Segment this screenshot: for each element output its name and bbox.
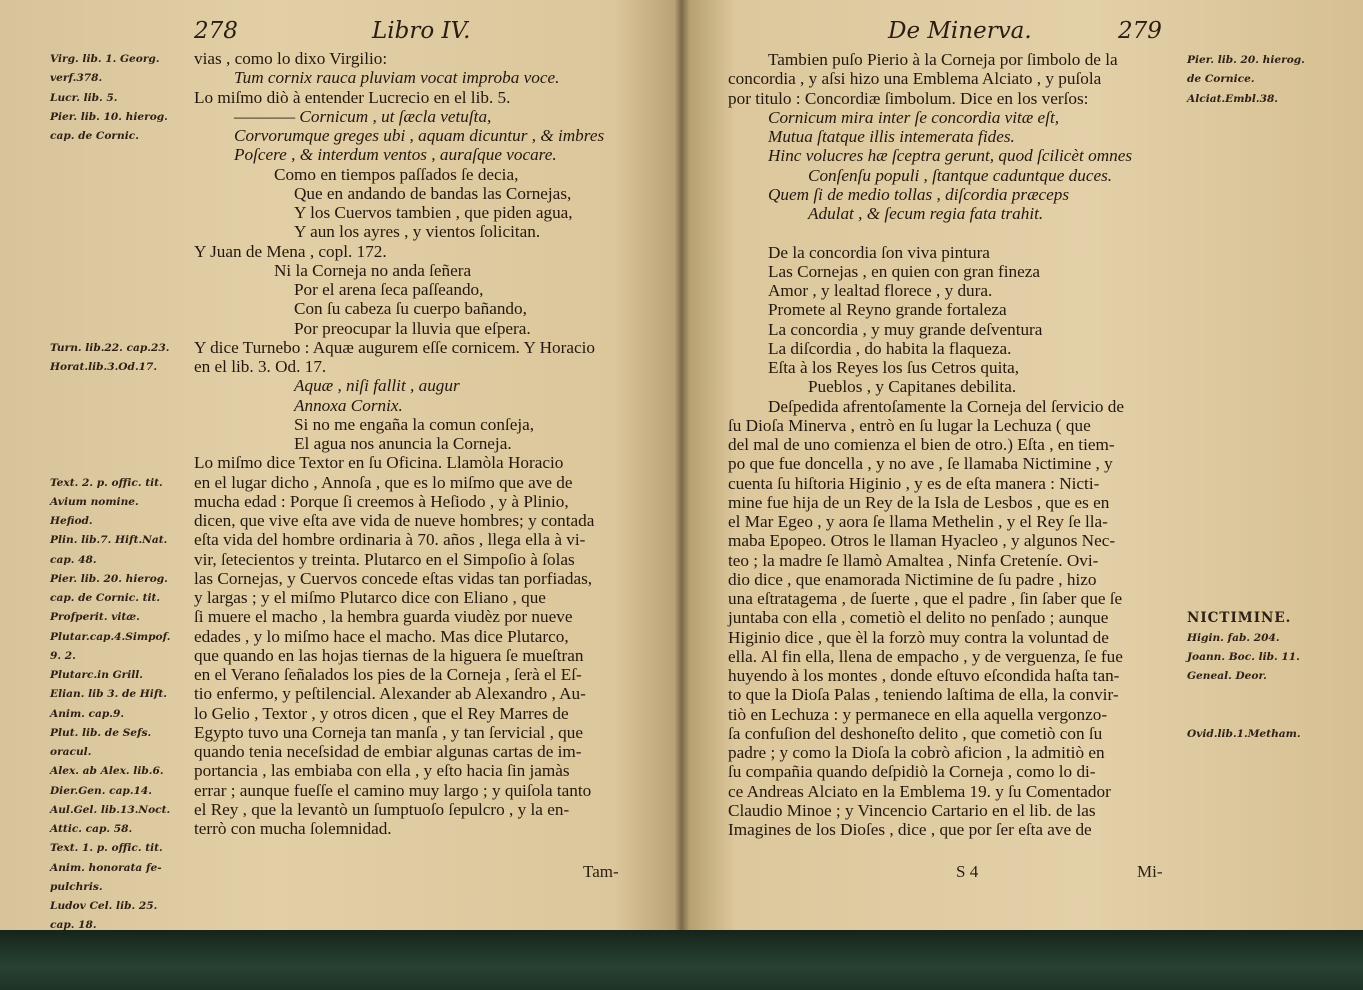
right-margin-note: NICTIMINE. (1187, 610, 1292, 627)
right-text-line: Tambien puſo Pierio à la Corneja por ſimbolo de la (768, 50, 1118, 69)
right-text-line: concordia , y aſsi hizo una Emblema Alciato , y puſola (728, 69, 1102, 89)
left-margin-note: Anim. cap.9. (50, 707, 125, 720)
right-text-line: tiò en Lechuza : y permanece en ella aquella vergonzo- (728, 704, 1108, 724)
left-margin-note: Virg. lib. 1. Georg. (50, 53, 160, 65)
left-text-line: el Rey , que la levantò un ſumptuoſo ſepulcro , y la en- (194, 799, 570, 819)
left-text-line: terrò con mucha ſolemnidad. (194, 819, 392, 838)
right-text-line: padre ; y como la Dioſa la cobrò aficion , la admitiò en (728, 743, 1105, 762)
left-margin-note: Avium nomine. (50, 495, 139, 508)
left-text-line: mucha edad : Porque ſi creemos à Heſiodo , y à Plinio, (194, 491, 569, 511)
left-margin-note: Ludov Cel. lib. 25. (50, 900, 158, 912)
left-text-line: eſta vida del hombre ordinaria à 70. años , llega ella à vi- (194, 530, 586, 550)
right-text-line: Claudio Minoe ; y Vincencio Cartario en el lib. de las (728, 800, 1096, 820)
right-text-line: Cornicum mira inter ſe concordia vitæ eſt, (768, 107, 1060, 127)
left-text-line: El agua nos anuncia la Corneja. (294, 434, 512, 453)
left-text-line: Egypto tuvo una Corneja tan manſa , y tan ſervicial , que (194, 722, 583, 742)
left-margin-note: Elian. lib 3. de Hift. (50, 688, 167, 701)
left-text-line: lo Gelio , Textor , y otros dicen , que el Rey Marres de (194, 703, 569, 723)
right-text-line: Pueblos , y Capitanes debilita. (808, 377, 1017, 397)
left-text-line: Que en andando de bandas las Cornejas, (294, 183, 572, 203)
right-margin-note: Alciat.Embl.38. (1187, 92, 1278, 105)
right-text-line: Hinc volucres hæ ſceptra gerunt, quod ſcilicèt omnes (768, 146, 1133, 166)
left-margin-note: Anim. honorata fe- (50, 861, 162, 874)
left-margin-note: Plin. lib.7. Hift.Nat. (50, 534, 168, 547)
left-margin-note: pulchris. (50, 880, 103, 893)
right-signature-mark: S 4 (956, 862, 979, 881)
right-text-line: teo ; la madre ſe llamò Amaltea , Ninfa Creteníe. Ovi- (728, 550, 1099, 570)
right-margin-note: Joann. Boc. lib. 11. (1187, 650, 1300, 663)
left-page-number: 278 (194, 18, 238, 44)
right-text-line: Mutua ſtatque illis intemerata fides. (768, 127, 1015, 146)
left-text-line: Por el arena ſeca paſſeando, (294, 280, 484, 299)
left-text-line: tio enfermo, y peſtilencial. Alexander ab Alexandro , Au- (194, 684, 586, 704)
right-text-line: ſu Dioſa Minerva , entrò en ſu lugar la Lechuza ( que (728, 415, 1091, 435)
left-text-line: Y dice Turnebo : Aquæ augurem eſſe cornicem. Y Horacio (194, 337, 595, 357)
left-margin-note: Alex. ab Alex. lib.6. (50, 765, 164, 778)
left-text-line: Lo miſmo dice Textor en ſu Oficina. Llamòla Horacio (194, 453, 564, 473)
left-margin-note: cap. de Cornic. tit. (50, 592, 161, 604)
right-text-line: Las Cornejas , en quien con gran fineza (768, 261, 1041, 281)
left-text-line: errar ; aunque fueſſe el camino muy largo ; y quiſola tanto (194, 780, 592, 800)
left-margin-note: Profperit. vitæ. (50, 611, 140, 624)
left-text-line: Como en tiempos paſſados ſe decia, (274, 164, 519, 184)
right-text-line: una eſtratagema , de ſuerte , que el padre , ſin ſaber que ſe (728, 589, 1123, 608)
left-text-line: Poſcere , & interdum ventos , auraſque vocare. (234, 145, 557, 165)
right-text-line: Deſpedida afrentoſamente la Corneja del ſervicio de (768, 396, 1125, 416)
right-catchword: Mi- (1137, 862, 1163, 881)
left-text-line: Ni la Corneja no anda ſeñera (274, 260, 472, 280)
left-text-line: vir, ſetecientos y treinta. Plutarco en el Simpoſio à ſolas (194, 549, 575, 569)
left-margin-note: Plutarc.in Grill. (50, 669, 143, 681)
right-text-line: Imagines de los Dioſes , dice , que por ſer eſta ave de (728, 820, 1092, 839)
left-text-line: Lo miſmo diò à entender Lucrecio en el lib. 5. (194, 87, 511, 107)
left-text-line: y largas ; y el miſmo Plutarco dice con Eliano , que (194, 588, 546, 607)
left-text-line: en el Verano ſeñalados los pies de la Corneja , ſerà el Eſ- (194, 665, 582, 684)
left-text-line: Annoxa Cornix. (294, 395, 403, 415)
left-margin-note: cap. 48. (50, 553, 97, 566)
right-margin-note: de Cornice. (1187, 73, 1255, 86)
left-text-line: en el lugar dicho , Annoſa , que es lo miſmo que ave de (194, 472, 573, 492)
right-text-line: por titulo : Concordiæ ſimbolum. Dice en los verſos: (728, 88, 1089, 108)
right-text-line: juntaba con ella , cometiò el delito no penſado ; aunque (728, 608, 1109, 628)
right-text-line: Promete al Reyno grande fortaleza (768, 300, 1007, 320)
left-margin-note: Plut. lib. de Sefs. (50, 726, 152, 739)
left-text-line: que quando en las hojas tiernas de la higuera ſe mueſtran (194, 645, 584, 665)
right-text-line: to que la Dioſa Palas , teniendo laſtima de ella, la convir- (728, 685, 1119, 705)
left-text-line: Por preocupar la lluvia que eſpera. (294, 318, 531, 338)
left-text-line: en el lib. 3. Od. 17. (194, 357, 327, 376)
right-text-line: huyendo à los montes , donde eſtuvo eſcondida haſta tan- (728, 666, 1120, 685)
right-text-line: Higinio dice , que èl la forzò muy contra la voluntad de (728, 627, 1109, 647)
left-running-head: Libro IV. (372, 18, 471, 44)
left-text-line: Si no me engaña la comun conſeja, (294, 414, 535, 434)
left-text-line: vias , como lo dixo Virgilio: (194, 49, 388, 68)
left-text-line: Y los Cuervos tambien , que piden agua, (294, 203, 573, 222)
left-margin-note: 9. 2. (50, 649, 76, 662)
left-margin-note: Pier. lib. 10. hierog. (50, 110, 168, 123)
left-margin-note: Horat.lib.3.Od.17. (50, 361, 158, 373)
right-margin-note: Pier. lib. 20. hierog. (1187, 54, 1305, 66)
right-text-line: Adulat , & ſecum regia fata trahit. (808, 204, 1044, 223)
right-body-text (728, 50, 1132, 839)
left-margin-note: Dier.Gen. cap.14. (50, 784, 152, 797)
left-page (0, 0, 668, 930)
left-text-line: dicen, que vive eſta ave vida de nueve hombres; y contada (194, 511, 595, 530)
right-text-line: ce Andreas Alciato en la Emblema 19. y ſu Comentador (728, 781, 1111, 801)
left-margin-note: Attic. cap. 58. (50, 823, 133, 835)
left-text-line: Aquæ , niſi fallit , augur (294, 376, 460, 396)
right-text-line: De la concordia ſon viva pintura (768, 242, 990, 262)
right-text-line: ella. Al fin ella, llena de empacho , y de verguenza, ſe fue (728, 646, 1123, 666)
right-text-line: Conſenſu populi , ſtantque caduntque duces. (808, 165, 1113, 185)
left-margin-note: Turn. lib.22. cap.23. (50, 341, 170, 354)
right-text-line: dio dice , que enamorada Nictimine de ſu padre , hizo (728, 569, 1097, 589)
left-margin-note: Text. 1. p. offic. tit. (50, 842, 163, 855)
right-text-line: el Mar Egeo , y aora ſe llama Methelin , y el Rey ſe lla- (728, 512, 1108, 531)
right-text-line: Amor , y lealtad florece , y dura. (768, 281, 993, 300)
left-margin-note: oracul. (50, 746, 92, 758)
left-text-line: edades , y lo miſmo hace el macho. Mas dice Plutarco, (194, 626, 569, 646)
right-text-line: po que fue doncella , y no ave , ſe llamaba Nictimine , y (728, 454, 1113, 474)
left-margin-note: cap. 18. (50, 919, 97, 932)
right-text-line: mine fue hija de un Rey de la Isla de Lesbos , que es en (728, 492, 1110, 512)
book-cover-edge (0, 930, 1363, 990)
left-text-line: las Cornejas, y Cuervos concede eſtas vidas tan porfiadas, (194, 568, 593, 588)
left-margin-note: Pier. lib. 20. hierog. (50, 572, 168, 585)
left-text-line: Y Juan de Mena , copl. 172. (194, 241, 387, 261)
right-text-line: Eſta à los Reyes los ſus Cetros quita, (768, 358, 1020, 377)
right-text-line: La diſcordia , do habita la flaqueza. (768, 338, 1012, 358)
right-text-line (728, 223, 1132, 242)
left-margin-note: Plutar.cap.4.Simpof. (50, 630, 171, 643)
left-margin-note: Text. 2. p. offic. tit. (50, 476, 163, 489)
right-page-number: 279 (1118, 18, 1162, 44)
right-text-line: cuenta ſu hiſtoria Higinio , y es de eſta manera : Nicti- (728, 473, 1100, 493)
right-text-line: ſu compañia quando deſpidiò la Corneja , como lo di- (728, 762, 1096, 782)
left-text-line: portancia , las embiaba con ella , y eſto hacia ſin jamàs (194, 761, 570, 781)
left-margin-note: Hefiod. (50, 515, 93, 527)
left-catchword: Tam- (583, 862, 619, 881)
right-margin-note: Ovid.lib.1.Metham. (1187, 727, 1301, 740)
left-margin-note: Aul.Gel. lib.13.Noct. (50, 803, 171, 816)
right-text-line: maba Epopeo. Otros le llaman Hyacleo , y algunos Nec- (728, 531, 1116, 551)
right-text-line: del mal de uno comienza el bien de otro.) Eſta , en tiem- (728, 435, 1115, 454)
left-text-line: Y aun los ayres , y vientos ſolicitan. (294, 222, 541, 242)
right-margin-note: Geneal. Deor. (1187, 670, 1267, 682)
left-text-line: quando tenia neceſsidad de embiar algunas cartas de im- (194, 742, 582, 761)
left-text-line: ———— Cornicum , ut ſæcla vetuſta, (234, 106, 492, 126)
right-running-head: De Minerva. (888, 18, 1032, 44)
left-body-text (194, 49, 604, 838)
right-margin-note: Higin. fab. 204. (1187, 631, 1280, 644)
right-text-line: La concordia , y muy grande deſventura (768, 319, 1043, 339)
left-margin-note: cap. de Cornic. (50, 130, 139, 142)
left-text-line: Corvorumque greges ubi , aquam dicuntur , & imbres (234, 126, 605, 145)
right-text-line: Quem ſi de medio tollas , diſcordia præceps (768, 184, 1070, 204)
left-text-line: Tum cornix rauca pluviam vocat improba voce. (234, 68, 560, 88)
left-margin-note: Lucr. lib. 5. (50, 91, 118, 104)
left-margin-note: verf.378. (50, 72, 103, 85)
right-text-line: ſa confuſion del deshoneſto delito , que cometiò con ſu (728, 723, 1103, 743)
left-text-line: ſi muere el macho , la hembra guarda viudèz por nueve (194, 607, 573, 627)
right-page (688, 0, 1363, 930)
left-text-line: Con ſu cabeza ſu cuerpo bañando, (294, 299, 527, 319)
